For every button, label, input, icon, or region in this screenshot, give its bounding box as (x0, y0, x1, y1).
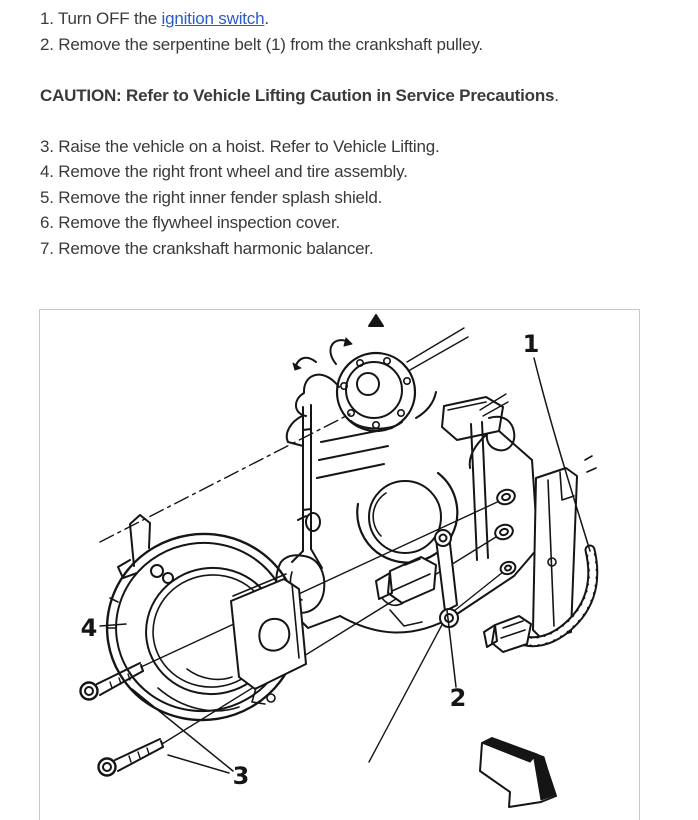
callout-2: 2 (449, 684, 467, 712)
caution-note (40, 83, 678, 109)
centerline (100, 414, 350, 542)
water-pump-flange (293, 315, 468, 431)
step-1-prefix: 1. Turn OFF the (40, 9, 162, 28)
direction-arrow-icon (480, 738, 556, 807)
callout-1: 1 (522, 330, 540, 358)
step-4: 4. Remove the right front wheel and tire assembly. (40, 162, 408, 181)
ignition-switch-link[interactable]: ignition switch (161, 9, 265, 28)
callout-4: 4 (80, 614, 98, 642)
mounting-bolts (81, 663, 164, 776)
callout-3: 3 (232, 762, 250, 790)
exploded-view-figure (39, 309, 640, 820)
step-1 (40, 6, 678, 32)
instruction-text-block (0, 0, 698, 261)
leader-lines (100, 358, 590, 773)
engine-diagram-svg (40, 310, 639, 820)
alignment-triangle-icon (369, 315, 383, 326)
step-2: 2. Remove the serpentine belt (1) from the crankshaft pulley. (40, 34, 483, 54)
spacer-block (231, 574, 306, 704)
step-1-suffix: . (264, 9, 269, 28)
step-3: 3. Raise the vehicle on a hoist. Refer to Vehicle Lifting. (40, 136, 440, 156)
step-7: 7. Remove the crankshaft harmonic balancer. (40, 238, 374, 258)
caution-text: CAUTION: Refer to Vehicle Lifting Caution in Service Precautions (40, 86, 555, 105)
step-6: 6. Remove the flywheel inspection cover. (40, 213, 341, 232)
step-5: 5. Remove the right inner fender splash shield. (40, 187, 383, 207)
bolt-axis-lines (141, 498, 508, 762)
caution-suffix: . (554, 86, 559, 105)
crank-sensor (376, 530, 458, 627)
